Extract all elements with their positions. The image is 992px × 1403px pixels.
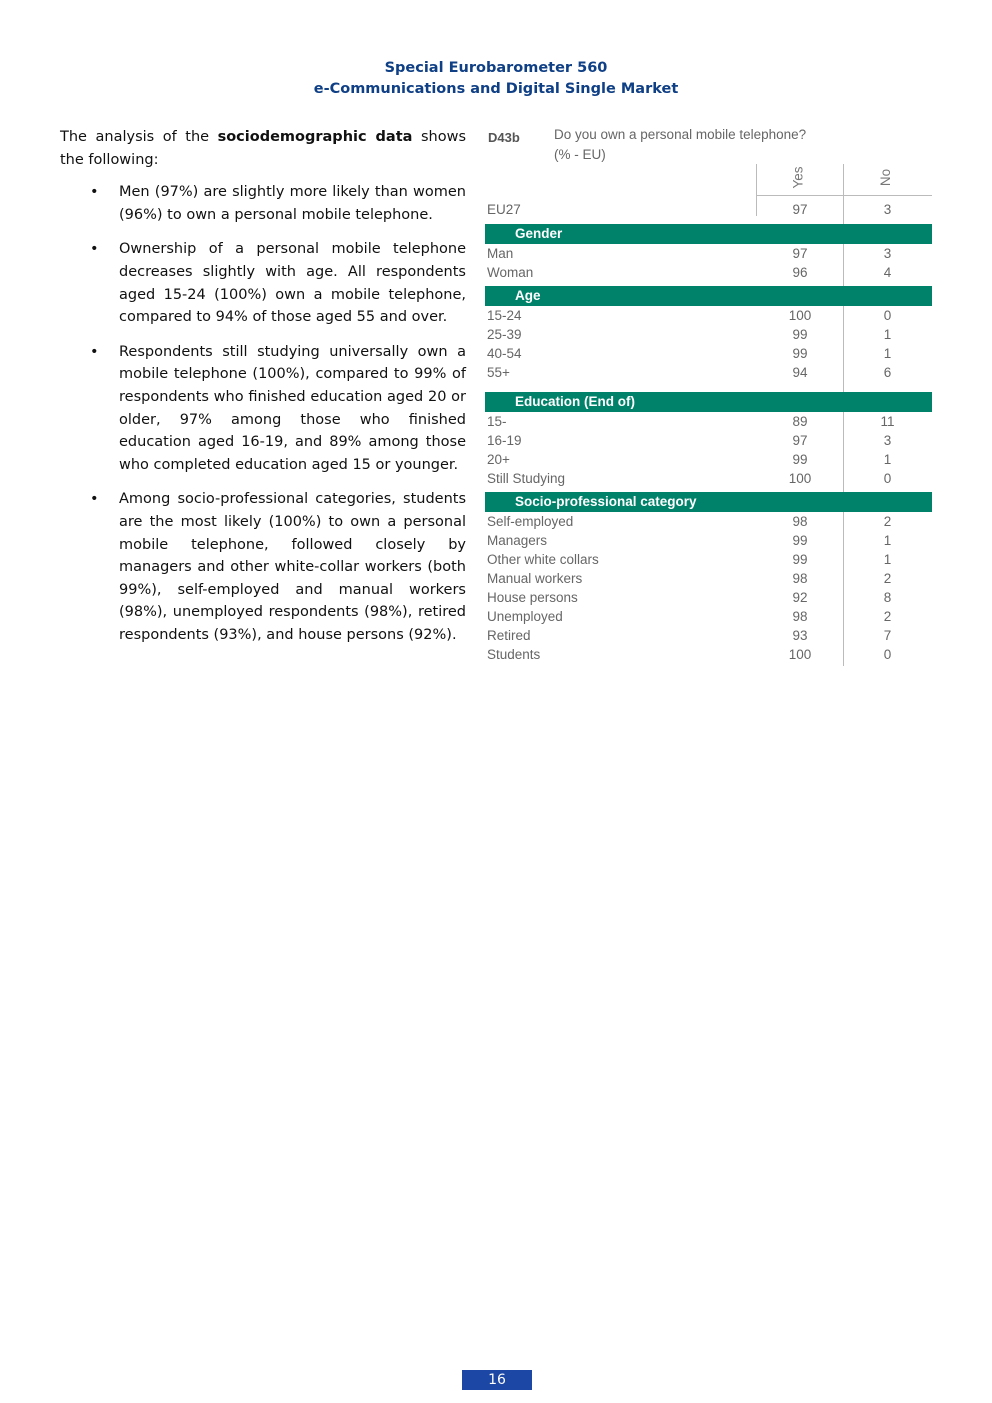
cell-no: 11 (880, 414, 895, 429)
section-header (485, 392, 932, 412)
section-title: Socio-professional category (515, 494, 697, 509)
section-header (485, 492, 932, 512)
cell-yes: 98 (792, 514, 808, 529)
row-label: Unemployed (487, 609, 563, 624)
header-divider (756, 195, 932, 196)
row-label: Still Studying (487, 471, 566, 486)
row-label: Woman (487, 265, 534, 280)
table-row (485, 450, 932, 469)
question-code: D43b (488, 130, 520, 145)
question-unit: (% - EU) (554, 147, 606, 162)
row-label: Students (487, 647, 541, 662)
row-label: 16-19 (487, 433, 522, 448)
bullet-item: • Ownership of a personal mobile telephone decreases slightly with age. All respondents aged 15-24 (100%) own a mobile telephone, compared to 94% of those aged 55 and over. (60, 238, 466, 328)
bullet-icon: • (90, 491, 99, 508)
cell-no: 3 (883, 433, 892, 448)
table-row (485, 263, 932, 282)
section-header (485, 286, 932, 306)
report-title: Special Eurobarometer 560 (384, 60, 608, 76)
table-row (485, 626, 932, 645)
table-row (485, 550, 932, 569)
section-header (485, 224, 932, 244)
table-row (485, 531, 932, 550)
cell-yes: 98 (792, 609, 808, 624)
cell-yes: 99 (792, 452, 808, 467)
row-label: 20+ (487, 452, 510, 467)
page-number: 16 (462, 1370, 532, 1390)
cell-no: 7 (883, 628, 892, 643)
table-row (485, 325, 932, 344)
table-row (485, 244, 932, 263)
table-row (485, 512, 932, 531)
bullet-icon: • (90, 184, 99, 201)
analysis-text (60, 126, 466, 658)
table-row (485, 431, 932, 450)
cell-no: 2 (883, 571, 892, 586)
row-label: 55+ (487, 365, 510, 380)
cell-no: 3 (883, 202, 892, 217)
table-row (485, 344, 932, 363)
cell-yes: 92 (792, 590, 808, 605)
cell-no: 1 (883, 552, 892, 567)
cell-yes: 97 (792, 202, 808, 217)
cell-yes: 97 (792, 246, 808, 261)
table-row (485, 607, 932, 626)
cell-no: 1 (883, 346, 892, 361)
row-label: 15-24 (487, 308, 522, 323)
cell-yes: 93 (792, 628, 808, 643)
cell-yes: 100 (788, 471, 812, 486)
bullet-item: • Men (97%) are slightly more likely than women (96%) to own a personal mobile telephone. (60, 181, 466, 226)
cell-yes: 99 (792, 346, 808, 361)
cell-no: 4 (883, 265, 892, 280)
cell-yes: 100 (788, 647, 812, 662)
row-label: Other white collars (487, 552, 599, 567)
bullet-item: • Among socio-professional categories, students are the most likely (100%) to own a personal mobile telephone, followed closely by managers and other white-collar workers (both 99%), self-employed and manual workers (98%), unemployed respondents (98%), retired respondents (93%), and house persons (92%). (60, 488, 466, 646)
cell-no: 2 (883, 514, 892, 529)
col-header-yes: Yes (790, 166, 806, 189)
section-title: Education (End of) (515, 394, 635, 409)
table-row (485, 469, 932, 488)
row-label: Self-employed (487, 514, 574, 529)
row-label: 15- (487, 414, 507, 429)
cell-no: 1 (883, 452, 892, 467)
cell-yes: 99 (792, 552, 808, 567)
row-label: Managers (487, 533, 548, 548)
section-title: Gender (515, 226, 563, 241)
cell-no: 0 (883, 471, 892, 486)
cell-yes: 97 (792, 433, 808, 448)
row-label: Retired (487, 628, 531, 643)
cell-no: 2 (883, 609, 892, 624)
bullet-item: • Respondents still studying universally own a mobile telephone (100%), compared to 99% of respondents who finished education aged 20 or older, 97% among those who finished education aged 16-19, and 89% among those who completed education aged 15 or younger. (60, 341, 466, 477)
bullet-icon: • (90, 343, 99, 360)
intro-after: shows the following: (60, 129, 467, 168)
row-label: EU27 (487, 202, 521, 217)
cell-yes: 89 (792, 414, 808, 429)
cell-no: 0 (883, 308, 892, 323)
table-row (485, 306, 932, 325)
table-row (485, 363, 932, 382)
table-row (485, 412, 932, 431)
question-text (554, 125, 806, 165)
question-label: Do you own a personal mobile telephone? (554, 127, 807, 142)
cell-no: 6 (883, 365, 892, 380)
cell-yes: 100 (788, 308, 812, 323)
row-label: Man (487, 246, 514, 261)
cell-no: 8 (883, 590, 892, 605)
intro-paragraph (60, 126, 466, 171)
table-row (485, 588, 932, 607)
row-label: Manual workers (487, 571, 583, 586)
table-row (485, 569, 932, 588)
cell-yes: 94 (792, 365, 808, 380)
cell-yes: 99 (792, 327, 808, 342)
cell-no: 1 (883, 533, 892, 548)
report-subtitle: e-Communications and Digital Single Market (313, 81, 679, 97)
table-row (485, 200, 932, 219)
cell-no: 1 (883, 327, 892, 342)
bullet-icon: • (90, 241, 99, 258)
row-label: 40-54 (487, 346, 522, 361)
intro-before: The analysis of the (60, 129, 218, 145)
cell-yes: 99 (792, 533, 808, 548)
table-row (485, 645, 932, 664)
cell-yes: 98 (792, 571, 808, 586)
col-header-no: No (878, 168, 894, 187)
cell-yes: 96 (792, 265, 808, 280)
section-title: Age (515, 288, 541, 303)
cell-no: 3 (883, 246, 892, 261)
bullet-list (60, 181, 466, 646)
cell-no: 0 (883, 647, 892, 662)
row-label: House persons (487, 590, 578, 605)
row-label: 25-39 (487, 327, 522, 342)
intro-bold: sociodemographic data (217, 129, 413, 145)
